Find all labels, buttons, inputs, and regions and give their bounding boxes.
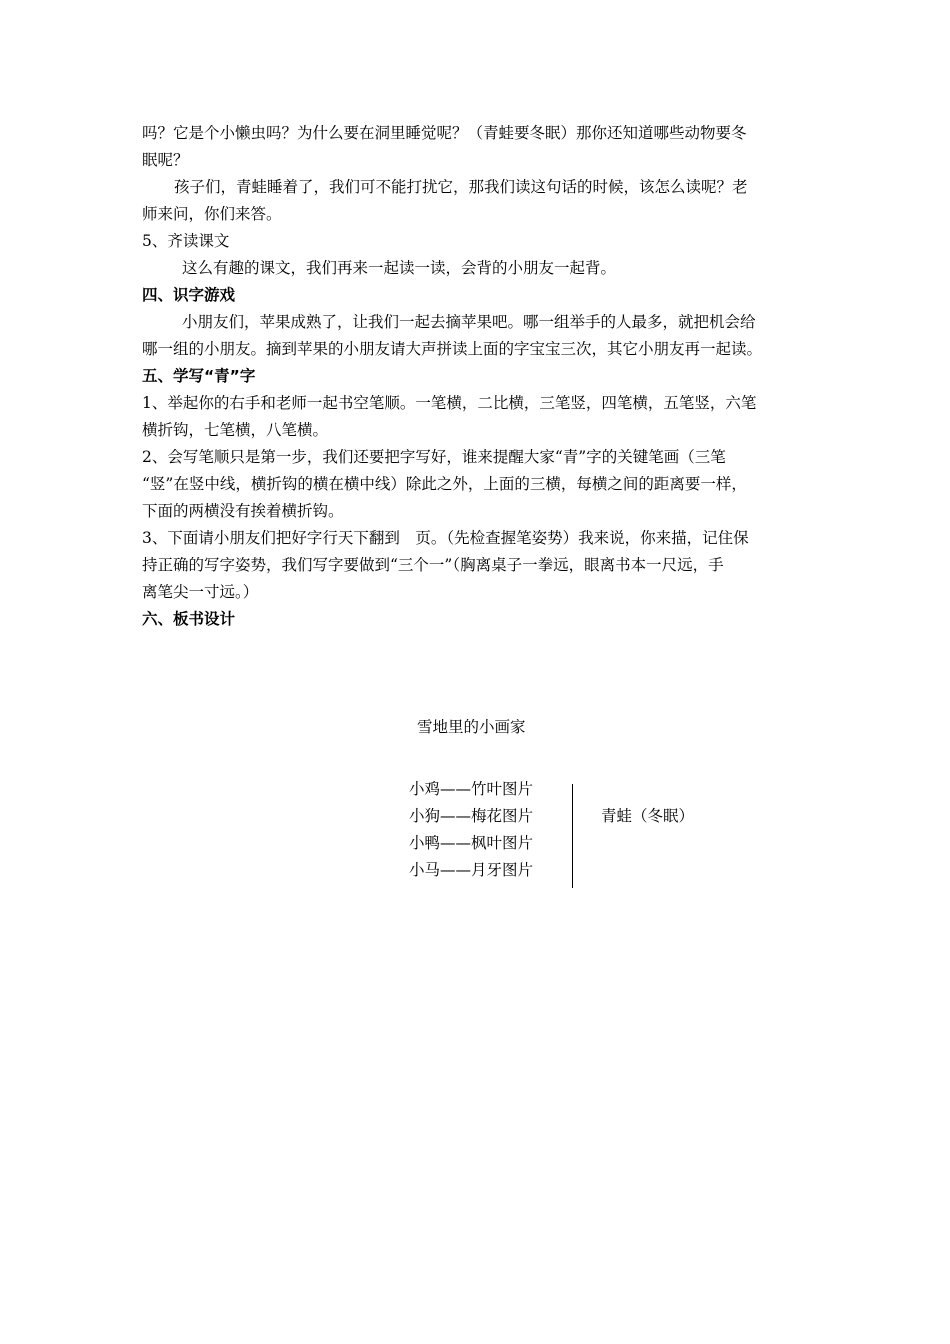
list-item: 1、举起你的右手和老师一起书空笔顺。一笔横，二比横，三笔竖，四笔横，五笔竖，六笔 — [142, 394, 757, 412]
paragraph-line: 小朋友们，苹果成熟了，让我们一起去摘苹果吧。哪一组举手的人最多，就把机会给 — [182, 313, 756, 331]
section-heading: 五、学写“青”字 — [142, 367, 256, 385]
paragraph-line: 下面的两横没有挨着横折钩。 — [142, 502, 344, 520]
paragraph-line: 师来问，你们来答。 — [142, 205, 282, 223]
section-heading: 六、板书设计 — [142, 610, 236, 628]
paragraph-line: 离笔尖一寸远。） — [142, 583, 259, 601]
paragraph-line: 孩子们，青蛙睡着了，我们可不能打扰它，那我们读这句话的时候，该怎么读呢？老 — [174, 178, 748, 196]
paragraph-line: 眠呢？ — [142, 151, 189, 169]
board-item: 小狗——梅花图片 — [409, 807, 534, 825]
board-divider-line — [572, 784, 573, 888]
paragraph-line: 吗？它是个小懒虫吗？为什么要在洞里睡觉呢？（青蛙要冬眠）那你还知道哪些动物要冬 — [142, 124, 747, 142]
paragraph-line: “竖”在竖中线，横折钩的横在横中线）除此之外，上面的三横，每横之间的距离要一样， — [142, 475, 747, 493]
section-heading: 四、识字游戏 — [142, 286, 236, 304]
paragraph-line: 横折钩，七笔横，八笔横。 — [142, 421, 329, 439]
board-item: 小马——月牙图片 — [409, 861, 534, 879]
board-title: 雪地里的小画家 — [417, 718, 526, 736]
board-left-list — [409, 776, 533, 884]
paragraph-line: 哪一组的小朋友。摘到苹果的小朋友请大声拼读上面的字宝宝三次，其它小朋友再一起读。 — [142, 340, 763, 358]
paragraph-line: 这么有趣的课文，我们再来一起读一读，会背的小朋友一起背。 — [182, 259, 617, 277]
list-item: 5、齐读课文 — [142, 232, 230, 250]
list-item: 2、会写笔顺只是第一步，我们还要把字写好，谁来提醒大家“青”字的关键笔画（三笔 — [142, 448, 726, 466]
board-right-text: 青蛙（冬眠） — [601, 807, 695, 825]
document-body — [142, 120, 810, 633]
list-item: 3、下面请小朋友们把好字行天下翻到 页。（先检查握笔姿势）我来说，你来描，记住保 — [142, 529, 749, 547]
board-item: 小鸭——枫叶图片 — [409, 834, 534, 852]
paragraph-line: 持正确的写字姿势，我们写字要做到“三个一”（胸离桌子一拳远，眼离书本一尺远，手 — [142, 556, 724, 574]
board-item: 小鸡——竹叶图片 — [409, 780, 534, 798]
